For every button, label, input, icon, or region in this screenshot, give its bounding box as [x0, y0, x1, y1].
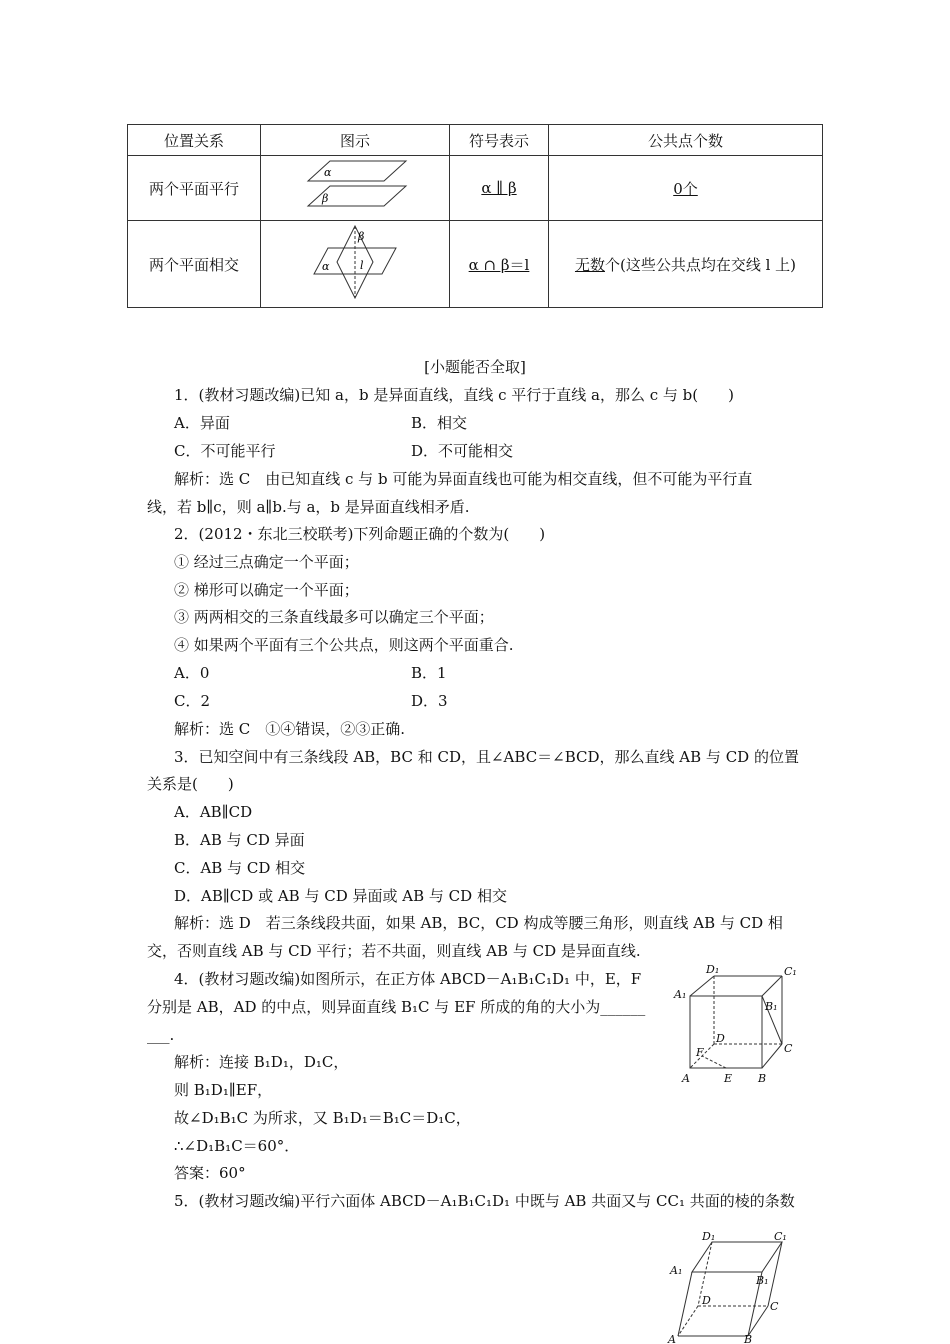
q5-stem: 5．(教材习题改编)平行六面体 ABCD－A₁B₁C₁D₁ 中既与 AB 共面又与 CC₁ 共面的棱的条数: [174, 1192, 795, 1210]
label-b: B: [758, 1072, 767, 1085]
q2-option-c: C．2: [174, 692, 211, 710]
section-title: [小题能否全取]: [424, 358, 526, 376]
label-c1: C₁: [774, 1232, 787, 1243]
q2-stem: 2．(2012・东北三校联考)下列命题正确的个数为( ): [174, 525, 546, 543]
q1-solution-line1: 解析：选 C 由已知直线 c 与 b 可能为异面直线也可能为相交直线，但不可能为平行直: [174, 470, 753, 488]
q3-solution-line2: 交，否则直线 AB 与 CD 平行；若不共面，则直线 AB 与 CD 是异面直线.: [147, 942, 641, 960]
q1-option-c: C．不可能平行: [174, 442, 276, 460]
label-d: D: [716, 1032, 725, 1045]
q4-solution-line1: 解析：连接 B₁D₁，D₁C，: [174, 1053, 349, 1071]
q2-statement-2: ② 梯形可以确定一个平面；: [174, 581, 359, 599]
row-intersect-relation: 两个平面相交: [128, 221, 261, 308]
q3-option-d: D．AB∥CD 或 AB 与 CD 异面或 AB 与 CD 相交: [174, 887, 507, 905]
label-f: F: [696, 1046, 704, 1059]
q4-solution-line3: 故∠D₁B₁C 为所求，又 B₁D₁＝B₁C＝D₁C，: [174, 1109, 471, 1127]
header-symbol: 符号表示: [450, 125, 549, 156]
beta-label: β: [358, 230, 365, 243]
row-intersect-count: 无数个(这些公共点均在交线 l 上): [549, 221, 823, 308]
q2-option-a: A．0: [174, 664, 210, 682]
plane-relation-table: [127, 124, 823, 308]
row-parallel-count: 0个: [549, 156, 823, 221]
q2-statement-1: ① 经过三点确定一个平面；: [174, 553, 359, 571]
parallelepiped-figure: [664, 1232, 794, 1344]
q3-option-c: C．AB 与 CD 相交: [174, 859, 306, 877]
label-c1: C₁: [784, 965, 797, 978]
label-a: A: [682, 1072, 690, 1085]
header-count: 公共点个数: [549, 125, 823, 156]
q1-option-a: A．异面: [174, 414, 230, 432]
parallel-planes-diagram: [300, 156, 410, 216]
q3-stem-line1: 3．已知空间中有三条线段 AB，BC 和 CD，且∠ABC＝∠BCD，那么直线 AB 与 CD 的位置: [174, 748, 799, 766]
q4-stem-line1: 4．(教材习题改编)如图所示，在正方体 ABCD－A₁B₁C₁D₁ 中，E，F: [174, 970, 642, 988]
label-b: B: [744, 1333, 753, 1344]
header-figure: 图示: [261, 125, 450, 156]
intersecting-planes-diagram: [310, 224, 400, 300]
row-parallel-relation: 两个平面平行: [128, 156, 261, 221]
q4-solution-line4: ∴∠D₁B₁C＝60°．: [174, 1137, 300, 1155]
cube-figure: [672, 964, 802, 1090]
q3-solution-line1: 解析：选 D 若三条线段共面，如果 AB，BC，CD 构成等腰三角形，则直线 AB 与 CD 相: [174, 914, 783, 932]
label-b1: B₁: [765, 1000, 778, 1013]
q1-option-d: D．不可能相交: [411, 442, 514, 460]
label-a1: A₁: [670, 1264, 683, 1277]
label-b1: B₁: [756, 1274, 769, 1287]
q2-option-d: D．3: [411, 692, 448, 710]
q1-option-b: B．相交: [411, 414, 468, 432]
beta-label: β: [322, 192, 329, 205]
q4-stem-line3: ___.: [147, 1026, 175, 1044]
q4-stem-line2: 分别是 AB，AD 的中点，则异面直线 B₁C 与 EF 所成的角的大小为______: [147, 998, 646, 1016]
q2-option-b: B．1: [411, 664, 447, 682]
q1-solution-line2: 线，若 b∥c，则 a∥b.与 a，b 是异面直线相矛盾.: [147, 498, 470, 516]
label-d1: D₁: [706, 964, 720, 976]
label-a1: A₁: [674, 988, 687, 1001]
label-d1: D₁: [702, 1232, 716, 1243]
q3-option-b: B．AB 与 CD 异面: [174, 831, 305, 849]
label-c: C: [770, 1300, 779, 1313]
q3-option-a: A．AB∥CD: [174, 803, 253, 821]
label-e: E: [724, 1072, 733, 1085]
l-label: l: [360, 259, 364, 272]
label-d: D: [702, 1294, 711, 1307]
q4-solution-line2: 则 B₁D₁∥EF，: [174, 1081, 273, 1099]
row-parallel-symbol: α ∥ β: [450, 156, 549, 221]
label-a: A: [668, 1333, 676, 1344]
alpha-label: α: [324, 166, 332, 179]
q2-statement-4: ④ 如果两个平面有三个公共点，则这两个平面重合.: [174, 636, 514, 654]
parallel-planes-figure: [261, 156, 450, 221]
label-c: C: [784, 1042, 793, 1055]
row-intersect-symbol: α ∩ β＝l: [450, 221, 549, 308]
q1-stem: 1．(教材习题改编)已知 a，b 是异面直线，直线 c 平行于直线 a，那么 c 与 b( ): [174, 386, 734, 404]
q3-stem-line2: 关系是( ): [147, 775, 234, 793]
header-relation: 位置关系: [128, 125, 261, 156]
q2-statement-3: ③ 两两相交的三条直线最多可以确定三个平面；: [174, 608, 494, 626]
q4-answer: 答案：60°: [174, 1164, 246, 1182]
q2-solution: 解析：选 C ①④错误，②③正确.: [174, 720, 406, 738]
alpha-label: α: [322, 260, 330, 273]
intersect-planes-figure: [261, 221, 450, 308]
